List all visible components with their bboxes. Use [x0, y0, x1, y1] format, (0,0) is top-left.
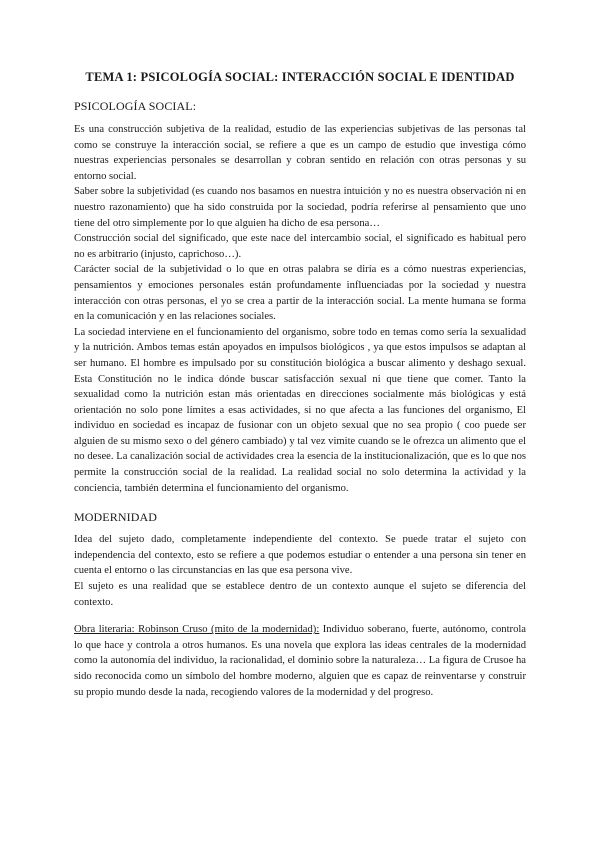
spacer — [74, 610, 526, 622]
document-title: TEMA 1: PSICOLOGÍA SOCIAL: INTERACCIÓN SOCIAL E IDENTIDAD — [85, 70, 515, 84]
literary-label: Obra literaria: Robinson Cruso (mito de la modernidad): — [74, 624, 320, 636]
paragraph: Idea del sujeto dado, completamente independiente del contexto. Se puede tratar el sujeto con independencia del contexto, esto se refiere a que podemos estudiar o entender a una persona sin tener en cuenta el entorno o las circunstancias en las que esa persona vive. — [74, 534, 526, 577]
literary-paragraph — [74, 622, 526, 700]
paragraph: Es una construcción subjetiva de la realidad, estudio de las experiencias subjetivas de las personas tal como se construye la interacción social, se refiere a que es un campo de estudio que investiga cómo nuestras experiencias personales se desarrollan y cobran sentido en relación con otras personas y su entorno social. — [74, 124, 526, 182]
paragraph: Carácter social de la subjetividad o lo que en otras palabra se diría es a cómo nuestras experiencias, pensamientos y emociones personales están profundamente influenciadas por la sociedad y nuestra interacción con otras personas, el yo se crea a partir de la interacción social. La mente humana se forma en la comunicación y en las relaciones sociales. — [74, 264, 526, 323]
paragraph: El sujeto es una realidad que se establece dentro de un contexto aunque el sujeto se diferencia del contexto. — [74, 581, 526, 608]
section-heading-modernidad: MODERNIDAD — [74, 510, 157, 525]
paragraph: La sociedad interviene en el funcionamiento del organismo, sobre todo en temas como sería la sexualidad y la nutrición. Ambos temas están apoyados en impulsos biológicos , ya que estos impulsos se adaptan al ser humano. El hombre es impulsado por su constitución biológica a buscar alimento y deshago sexual. Esta Constitución no le indica dónde buscar satisfacción sexual ni que tiene que comer. Tanto la sexualidad como la nutrición estan más orientadas en direcciones socialmente más biológicas y está orientación no solo pone límites a esas actividades, si no que afecta a las funciones del organismo, El individuo en sociedad es incapaz de fusionar con un objeto sexual que no sea propio ( coo puede ser alguien de su mismo sexo o del género cambiado) y tal vez vimite cuando se le ofrezca un alimento que el no desee. La canalización social de actividades crea la esencia de la institucionalización, que es lo que nos permite la construcción social de la realidad. La realidad social no solo determina la actividad y la conciencia, también determina el funcionamiento del organismo. — [74, 326, 526, 494]
literary-text: Individuo soberano, fuerte, autónomo, controla lo que hace y controla a otros humanos. Es una novela que explora las ideas centrales de la modernidad como la autonomía del individuo, la racionalidad, el dominio sobre la naturaleza… La figura de Crusoe ha sido reconocida como un símbolo del hombre moderno, alguien que es capaz de reinventarse y construir su propio mundo desde la nada, recogiendo valores de la modernidad y del progreso. — [74, 624, 527, 698]
section-heading-psicologia-social: PSICOLOGÍA SOCIAL: — [74, 99, 197, 113]
paragraph: Saber sobre la subjetividad (es cuando nos basamos en nuestra intuición y no es nuestra observación ni en nuestro razonamiento) que ha sido construida por la sociedad, podría referirse al pensamiento que uno tiene del otro simplemente por lo que alguien ha dicho de esa persona… — [74, 186, 526, 229]
paragraph: Construcción social del significado, que este nace del intercambio social, el significado es habitual pero no es arbitrario (injusto, caprichoso…). — [74, 233, 526, 260]
